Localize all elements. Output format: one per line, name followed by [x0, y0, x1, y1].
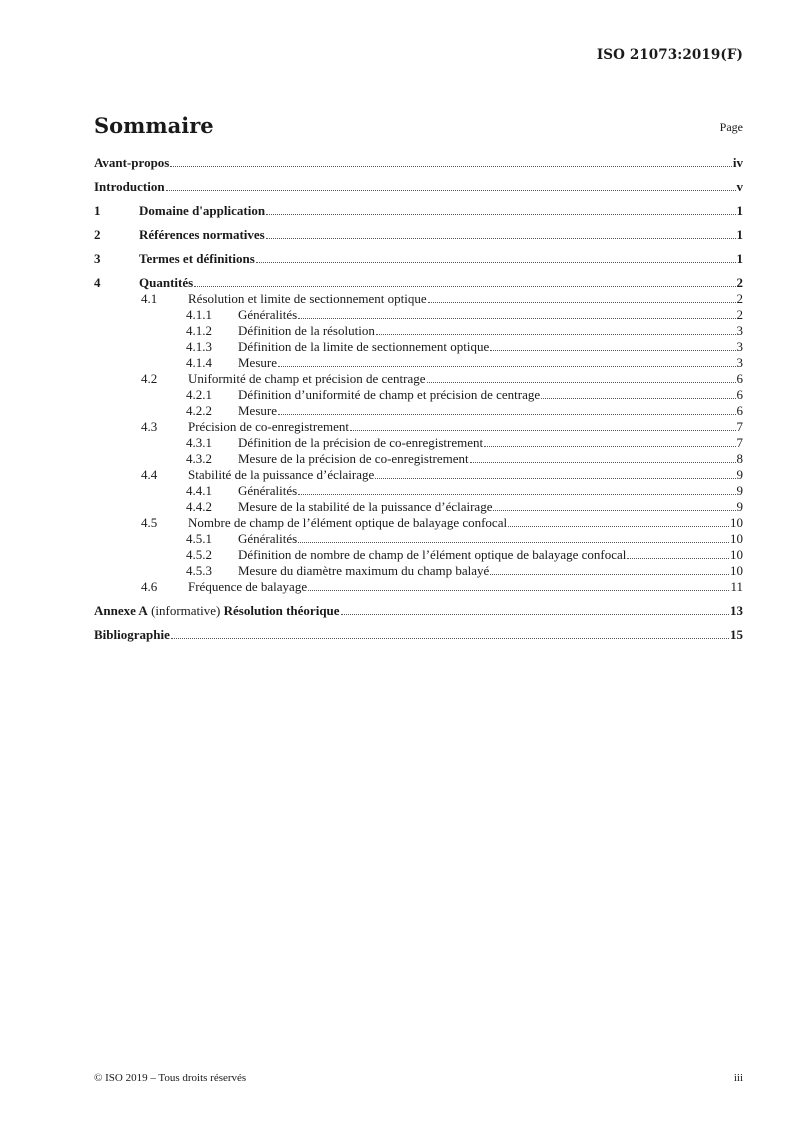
toc-entry-page: 6	[736, 403, 743, 418]
toc-entry-title: Termes et définitions	[139, 251, 255, 266]
toc-entry-page: 15	[730, 627, 743, 642]
toc-entry-number: 1	[94, 203, 101, 218]
dot-leader	[508, 526, 729, 527]
toc-entry[interactable]	[94, 547, 743, 563]
toc-entry-number: 4.1	[141, 291, 158, 306]
toc-entry-page: v	[736, 179, 743, 194]
toc-entry-title: Domaine d'application	[139, 203, 266, 218]
toc-entry[interactable]	[94, 155, 743, 171]
toc-entry-number: 4.3.1	[186, 435, 212, 450]
toc-entry-number: 4.1.3	[186, 339, 212, 354]
toc-entry-title: Fréquence de balayage	[188, 579, 308, 594]
toc-entry[interactable]	[94, 355, 743, 371]
toc-entry[interactable]	[94, 515, 743, 531]
toc-entry-number: 4.3.2	[186, 451, 212, 466]
dot-leader	[427, 382, 736, 383]
dot-leader	[266, 214, 735, 215]
toc-entry-title: Mesure de la stabilité de la puissance d’éclairage	[238, 499, 493, 514]
toc-entry-number: 4.4.1	[186, 483, 212, 498]
toc-entry[interactable]	[94, 227, 743, 243]
toc-entry-page: 3	[736, 339, 743, 354]
page-title: Sommaire	[94, 113, 214, 138]
toc-entry[interactable]	[94, 603, 743, 619]
toc-entry-title: Références normatives	[139, 227, 265, 242]
toc-entry-page: 3	[736, 323, 743, 338]
toc-entry-title: Avant-propos	[94, 155, 170, 170]
toc-entry-title: Définition de la résolution	[238, 323, 375, 338]
toc-entry[interactable]	[94, 371, 743, 387]
toc-entry-page: 9	[736, 499, 743, 514]
dot-leader	[170, 166, 732, 167]
toc-entry-number: 4.1.1	[186, 307, 212, 322]
toc-entry[interactable]	[94, 403, 743, 419]
dot-leader	[541, 398, 735, 399]
toc-entry-page: 9	[736, 467, 743, 482]
dot-leader	[278, 414, 736, 415]
toc-entry-page: 2	[736, 307, 743, 322]
toc-entry-number: 4.4.2	[186, 499, 212, 514]
toc-entry-number: 2	[94, 227, 101, 242]
toc-entry-number: 4.5.2	[186, 547, 212, 562]
toc-entry-page: 10	[730, 547, 743, 562]
dot-leader	[278, 366, 736, 367]
toc-entry-page: 6	[736, 371, 743, 386]
toc-entry-number: 4.2	[141, 371, 158, 386]
toc-entry-title: Mesure de la précision de co-enregistrement	[238, 451, 469, 466]
dot-leader	[166, 190, 736, 191]
toc-entry-title: Résolution et limite de sectionnement optique	[188, 291, 427, 306]
toc-entry-title: Nombre de champ de l’élément optique de balayage confocal	[188, 515, 508, 530]
dot-leader	[308, 590, 729, 591]
toc-entry[interactable]	[94, 251, 743, 267]
toc-entry-number: 4.1.4	[186, 355, 212, 370]
toc-entry-title: Généralités	[238, 531, 298, 546]
toc-entry[interactable]	[94, 339, 743, 355]
dot-leader	[298, 494, 735, 495]
dot-leader	[375, 478, 735, 479]
footer-page-number: iii	[733, 1072, 743, 1084]
toc-entry-number: 4.2.2	[186, 403, 212, 418]
toc-entry[interactable]	[94, 387, 743, 403]
toc-entry[interactable]	[94, 307, 743, 323]
toc-entry-page: 8	[736, 451, 743, 466]
toc-entry-page: 10	[730, 531, 743, 546]
table-of-contents	[94, 155, 743, 643]
toc-entry-page: iv	[732, 155, 743, 170]
toc-entry-title: Uniformité de champ et précision de centrage	[188, 371, 426, 386]
toc-entry-title: Définition de la précision de co-enregistrement	[238, 435, 484, 450]
toc-entry[interactable]	[94, 275, 743, 291]
toc-entry-number: 4.5	[141, 515, 158, 530]
toc-entry-number: 4.2.1	[186, 387, 212, 402]
toc-entry-number: 4.5.3	[186, 563, 212, 578]
dot-leader	[171, 638, 729, 639]
toc-entry-title: Mesure du diamètre maximum du champ balayé	[238, 563, 490, 578]
toc-entry-title: Introduction	[94, 179, 165, 194]
toc-entry[interactable]	[94, 419, 743, 435]
toc-entry-page: 13	[730, 603, 743, 618]
toc-entry[interactable]	[94, 179, 743, 195]
toc-entry-title: Généralités	[238, 307, 298, 322]
toc-entry[interactable]	[94, 451, 743, 467]
dot-leader	[428, 302, 736, 303]
dot-leader	[256, 262, 736, 263]
dot-leader	[266, 238, 736, 239]
toc-entry-page: 6	[736, 387, 743, 402]
annex-note: (informative)	[147, 603, 224, 618]
toc-entry-title	[94, 603, 340, 619]
dot-leader	[470, 462, 736, 463]
toc-entry[interactable]	[94, 483, 743, 499]
toc-entry-number: 4.6	[141, 579, 158, 594]
toc-entry-title: Stabilité de la puissance d’éclairage	[188, 467, 375, 482]
toc-entry-title: Définition d’uniformité de champ et précision de centrage	[238, 387, 541, 402]
dot-leader	[493, 510, 735, 511]
dot-leader	[298, 318, 735, 319]
toc-entry[interactable]	[94, 627, 743, 643]
toc-entry-page: 11	[730, 579, 743, 594]
toc-entry-title: Définition de nombre de champ de l’élément optique de balayage confocal	[238, 547, 627, 562]
dot-leader	[194, 286, 735, 287]
annex-title: Résolution théorique	[223, 603, 340, 618]
toc-entry-page: 2	[736, 291, 743, 306]
dot-leader	[627, 558, 729, 559]
toc-entry-page: 7	[736, 435, 743, 450]
toc-entry[interactable]	[94, 203, 743, 219]
toc-entry-title: Quantités	[139, 275, 194, 290]
dot-leader	[298, 542, 729, 543]
toc-entry[interactable]	[94, 579, 743, 595]
toc-entry-title: Définition de la limite de sectionnement optique	[238, 339, 490, 354]
toc-entry[interactable]	[94, 563, 743, 579]
toc-entry-number: 4.3	[141, 419, 158, 434]
toc-entry-number: 3	[94, 251, 101, 266]
toc-entry[interactable]	[94, 291, 743, 307]
dot-leader	[341, 614, 729, 615]
toc-entry-title: Généralités	[238, 483, 298, 498]
dot-leader	[490, 350, 735, 351]
footer-copyright: © ISO 2019 – Tous droits réservés	[94, 1072, 247, 1084]
toc-entry-number: 4	[94, 275, 101, 290]
toc-entry-title: Bibliographie	[94, 627, 170, 642]
toc-entry[interactable]	[94, 531, 743, 547]
toc-entry-page: 3	[736, 355, 743, 370]
toc-entry-page: 2	[736, 275, 743, 290]
toc-entry-number: 4.4	[141, 467, 158, 482]
document-id: ISO 21073:2019(F)	[596, 47, 743, 63]
toc-entry-title: Précision de co-enregistrement	[188, 419, 349, 434]
dot-leader	[484, 446, 735, 447]
toc-entry[interactable]	[94, 499, 743, 515]
toc-entry-number: 4.5.1	[186, 531, 212, 546]
dot-leader	[376, 334, 736, 335]
toc-entry-title: Mesure	[238, 403, 277, 418]
toc-entry-number: 4.1.2	[186, 323, 212, 338]
toc-entry-page: 10	[730, 563, 743, 578]
dot-leader	[490, 574, 729, 575]
dot-leader	[350, 430, 736, 431]
toc-entry-page: 1	[736, 227, 743, 242]
toc-entry[interactable]	[94, 467, 743, 483]
toc-entry[interactable]	[94, 323, 743, 339]
toc-entry-page: 9	[736, 483, 743, 498]
page-column-label: Page	[719, 120, 743, 134]
toc-entry-page: 1	[736, 203, 743, 218]
toc-entry-page: 10	[730, 515, 743, 530]
toc-entry-page: 1	[736, 251, 743, 266]
toc-entry[interactable]	[94, 435, 743, 451]
toc-entry-page: 7	[736, 419, 743, 434]
toc-entry-title: Mesure	[238, 355, 277, 370]
annex-label: Annexe A	[94, 603, 148, 618]
